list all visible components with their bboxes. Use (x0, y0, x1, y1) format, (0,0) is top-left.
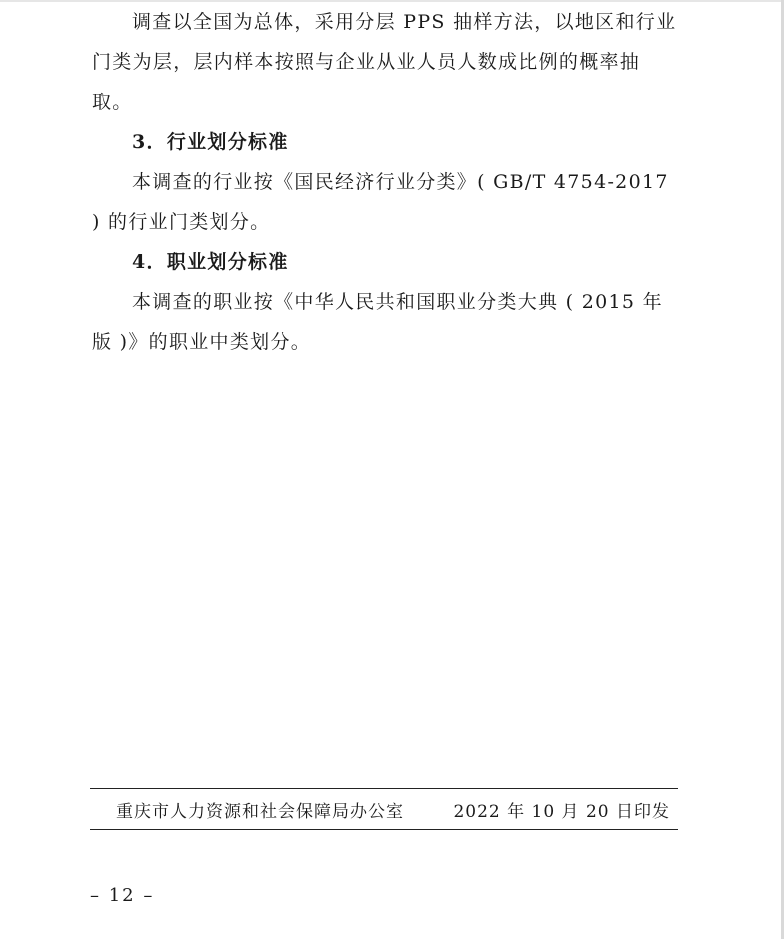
footer-imprint (90, 789, 678, 829)
footer-issuer: 重庆市人力资源和社会保障局办公室 (116, 801, 404, 822)
paragraph-industry-classification: 本调查的行业按《国民经济行业分类》( GB/T 4754-2017 ) 的行业门类划分。 (92, 171, 669, 233)
footer-bottom-rule (90, 829, 678, 830)
heading-industry-classification: 3．行业划分标准 (132, 131, 289, 153)
page-number: – 12 – (90, 885, 155, 906)
heading-occupation-classification: 4．职业划分标准 (132, 251, 289, 273)
paragraph-sampling-method: 调查以全国为总体，采用分层 PPS 抽样方法，以地区和行业门类为层，层内样本按照与企业从业人员人数成比例的概率抽取。 (92, 11, 677, 113)
footer-issue-date: 2022 年 10 月 20 日印发 (453, 801, 670, 822)
paragraph-occupation-classification: 本调查的职业按《中华人民共和国职业分类大典 ( 2015 年版 )》的职业中类划分。 (92, 291, 663, 353)
document-body (92, 0, 680, 362)
